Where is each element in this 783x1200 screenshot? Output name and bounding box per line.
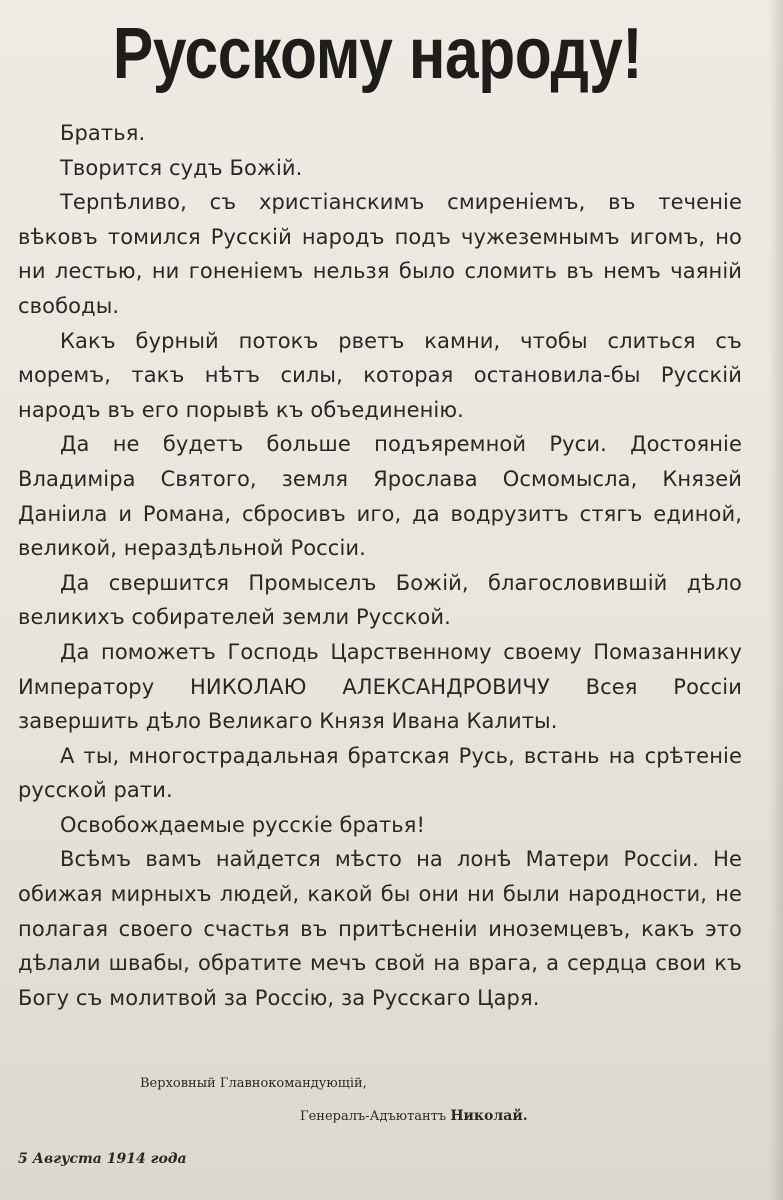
paragraph-emperor: Да поможетъ Господь Царственному своему Помазаннику Императору НИКОЛАЮ АЛЕКСАНДРОВИЧУ Всея Россіи завершить дѣло Великаго Князя Ивана Калиты. — [18, 639, 742, 734]
paragraph-greeting: Братья. — [60, 121, 146, 145]
paragraph-rise: А ты, многострадальная братская Русь, встань на срѣтеніе русской рати. — [18, 743, 742, 803]
paragraph-judgment: Творится судъ Божій. — [60, 155, 303, 180]
signature-title: Верховный Главнокомандующій, — [140, 1076, 367, 1091]
signature-rank: Генералъ-Адъютантъ — [300, 1109, 447, 1124]
paragraph-torrent: Какъ бурный потокъ рветъ камни, чтобы слиться съ моремъ, такъ нѣтъ силы, которая остановила-бы Русскій народъ въ его порывѣ къ объединенію. — [18, 328, 742, 422]
paragraph-no-more-yoke: Да не будетъ больше подъяремной Руси. Достояніе Владиміра Святого, земля Ярослава Осмомысла, Князей Даніила и Романа, сбросивъ иго, да водрузитъ стягъ единой, великой, нераздѣльной Россіи. — [18, 432, 742, 561]
paragraph-appeal: Всѣмъ вамъ найдется мѣсто на лонѣ Матери Россіи. Не обижая мирныхъ людей, какой бы они ни были народности, не полагая своего счастья въ притѣсненіи иноземцевъ, какъ это дѣлали швабы, обратите мечъ свой на врага, а сердца свои къ Богу съ молитвой за Россію, за Русскаго Царя. — [18, 847, 742, 1010]
paragraph-liberated-brothers: Освобождаемые русскіе братья! — [60, 812, 426, 837]
proclamation-body — [18, 116, 742, 1015]
proclamation-date: 5 Августа 1914 года — [18, 1151, 187, 1167]
paragraph-patience: Терпѣливо, съ христіанскимъ смиреніемъ, въ теченіе вѣковъ томился Русскій народъ подъ чужеземнымъ игомъ, но ни лестью, ни гоненіемъ нельзя было сломить въ немъ чаяній свободы. — [18, 190, 742, 318]
paper-edge-shadow — [769, 0, 783, 1200]
signature-line — [300, 1108, 528, 1124]
paragraph-providence: Да свершится Промыселъ Божій, благословившій дѣло великихъ собирателей земли Русской. — [18, 570, 742, 630]
proclamation-title: Русскому народу! — [112, 14, 643, 94]
signature-name: Николай. — [450, 1108, 528, 1124]
